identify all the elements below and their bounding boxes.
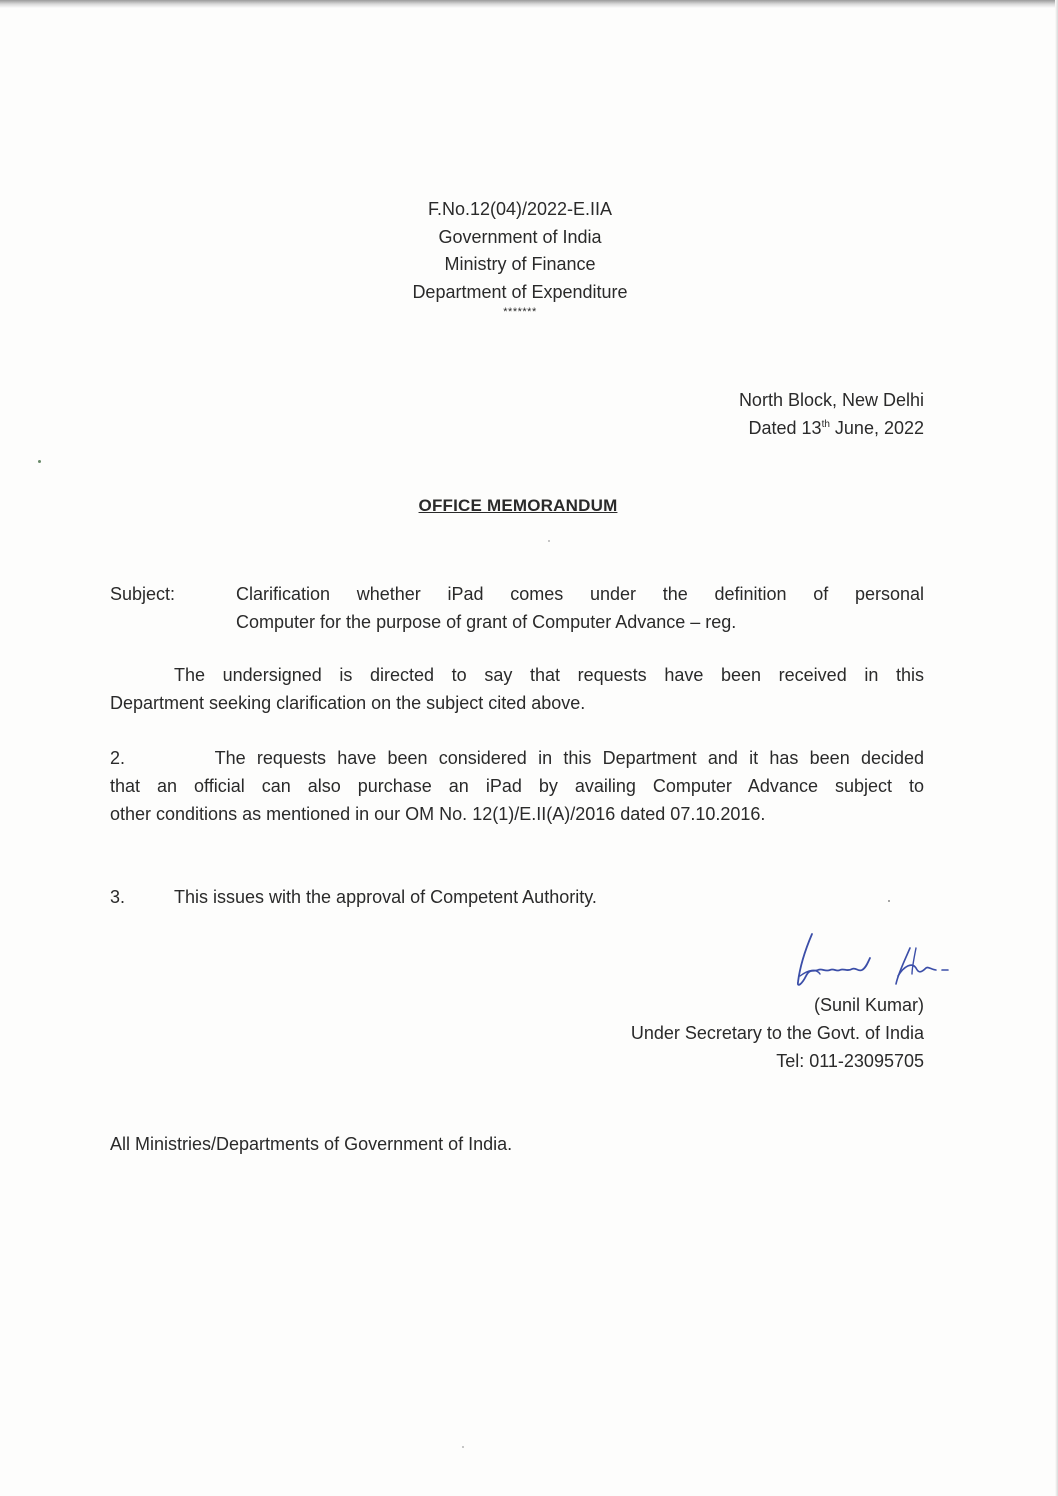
signatory-name: (Sunil Kumar) [813, 995, 924, 1015]
document-title: OFFICE MEMORANDUM [418, 496, 618, 515]
paragraph-3-number: 3. [110, 887, 126, 907]
paragraph-1-line-2: Department seeking clarification on the subject cited above. [110, 693, 586, 713]
letterhead [330, 196, 710, 318]
signatory-block [631, 991, 924, 1075]
date [739, 414, 924, 442]
paragraph-2-line-1: 2. The requests have been considered in this Department and it has been decided [110, 748, 924, 768]
place: North Block, New Delhi [738, 390, 924, 410]
place-and-date [739, 386, 924, 442]
subject-line-2: Computer for the purpose of grant of Computer Advance – reg. [236, 612, 737, 632]
paragraph-3-text: This issues with the approval of Competent Authority. [174, 887, 597, 907]
paragraph-2-line-2: that an official can also purchase an iPad by availing Computer Advance subject to [110, 776, 924, 796]
scan-speck [38, 460, 41, 463]
addressee: All Ministries/Departments of Government of India. [110, 1134, 513, 1154]
scan-speck [888, 900, 890, 902]
signatory-telephone: Tel: 011-23095705 [776, 1051, 924, 1071]
ministry-name: Ministry of Finance [444, 254, 596, 274]
paragraph-1 [110, 661, 924, 717]
file-number: F.No.12(04)/2022-E.IIA [427, 199, 613, 219]
paragraph-2 [110, 744, 924, 828]
separator-stars: ******* [503, 306, 537, 318]
subject-text [236, 580, 924, 636]
scan-speck [548, 540, 550, 542]
subject-line-1: Clarification whether iPad comes under the definition of personal [236, 584, 924, 604]
department-name: Department of Expenditure [412, 281, 628, 302]
signatory-designation: Under Secretary to the Govt. of India [630, 1023, 924, 1043]
subject-label: Subject: [110, 584, 176, 604]
date-ordinal: th [821, 419, 830, 430]
paragraph-1-line-1: The undersigned is directed to say that requests have been received in this [174, 665, 924, 685]
date-rest: June, 2022 [829, 418, 924, 438]
handwritten-signature [770, 918, 970, 998]
scan-speck [462, 1446, 464, 1448]
scan-top-edge [0, 0, 1058, 8]
paragraph-2-line-3: other conditions as mentioned in our OM No. 12(1)/E.II(A)/2016 dated 07.10.2016. [110, 804, 766, 824]
government-name: Government of India [438, 226, 602, 247]
date-prefix: Dated 13 [748, 418, 822, 438]
